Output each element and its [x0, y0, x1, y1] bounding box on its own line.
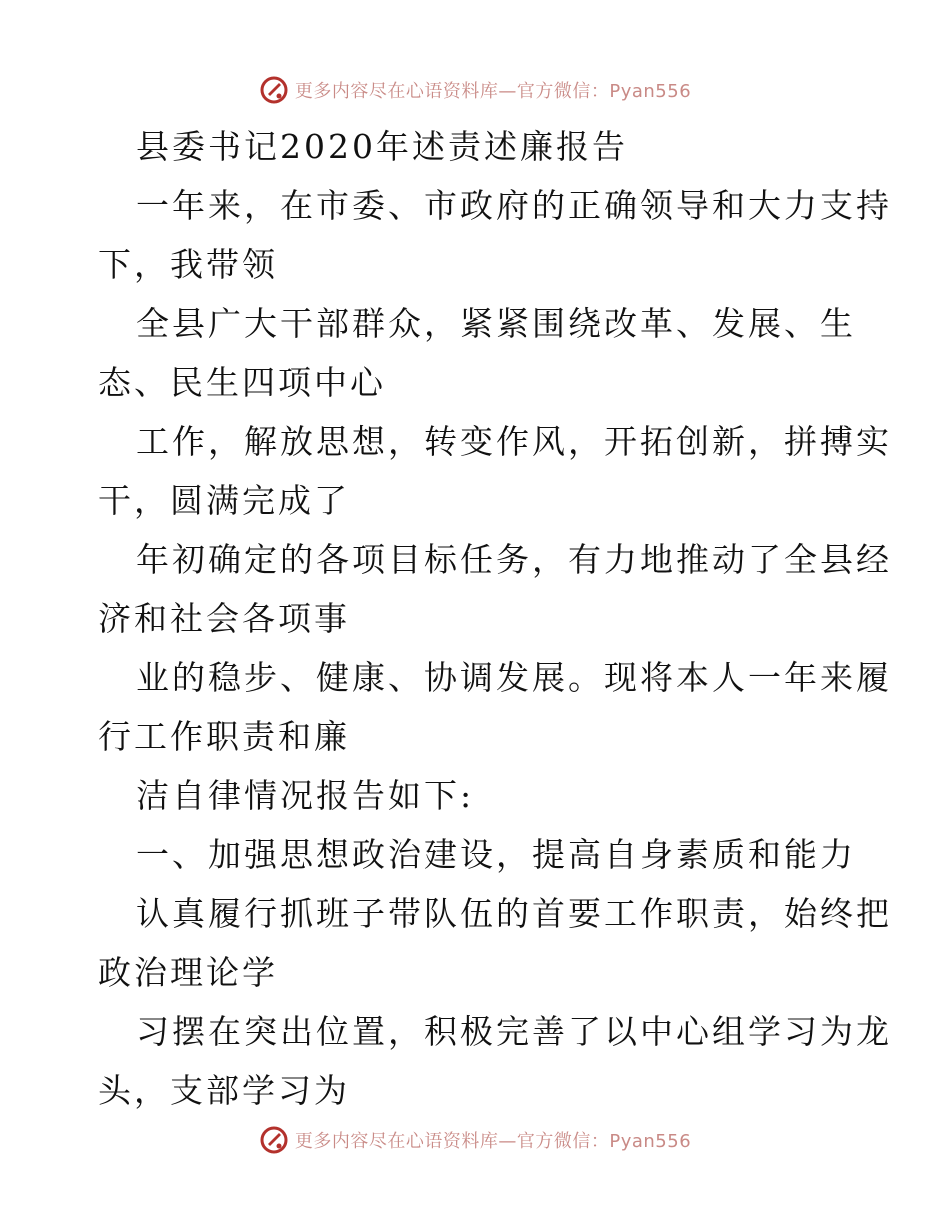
- paragraph-line: 行工作职责和廉: [98, 717, 350, 756]
- paragraph-line: 全县广大干部群众，紧紧围绕改革、发展、生: [136, 304, 856, 343]
- header-watermark-banner: [0, 70, 950, 110]
- paragraph-line: 头，支部学习为: [98, 1071, 350, 1110]
- footer-watermark-text: 更多内容尽在心语资料库—官方微信：Pyan556: [294, 1131, 692, 1152]
- paragraph-line: 干，圆满完成了: [98, 481, 350, 520]
- paragraph-line: 工作，解放思想，转变作风，开拓创新，拼搏实: [136, 422, 892, 461]
- paragraph-line: 态、民生四项中心: [98, 363, 386, 402]
- paragraph-line: 济和社会各项事: [98, 599, 350, 638]
- paragraph-line: 认真履行抓班子带队伍的首要工作职责，始终把: [136, 894, 892, 933]
- section-heading: 一、加强思想政治建设，提高自身素质和能力: [136, 835, 856, 874]
- paragraph-line: 洁自律情况报告如下:: [136, 776, 475, 815]
- paragraph-line: 政治理论学: [98, 953, 278, 992]
- paragraph-line: 业的稳步、健康、协调发展。现将本人一年来履: [136, 658, 892, 697]
- document-body: [98, 117, 892, 1120]
- document-title: 县委书记2020年述责述廉报告: [136, 127, 628, 166]
- paragraph-line: 下，我带领: [98, 245, 278, 284]
- paragraph-line: 一年来，在市委、市政府的正确领导和大力支持: [136, 186, 892, 225]
- footer-watermark-banner: [0, 1120, 950, 1160]
- header-watermark-text: 更多内容尽在心语资料库—官方微信：Pyan556: [294, 81, 692, 102]
- paragraph-line: 习摆在突出位置，积极完善了以中心组学习为龙: [136, 1012, 892, 1051]
- brand-logo-icon: [259, 1125, 289, 1155]
- paragraph-line: 年初确定的各项目标任务，有力地推动了全县经: [136, 540, 892, 579]
- brand-logo-icon: [259, 75, 289, 105]
